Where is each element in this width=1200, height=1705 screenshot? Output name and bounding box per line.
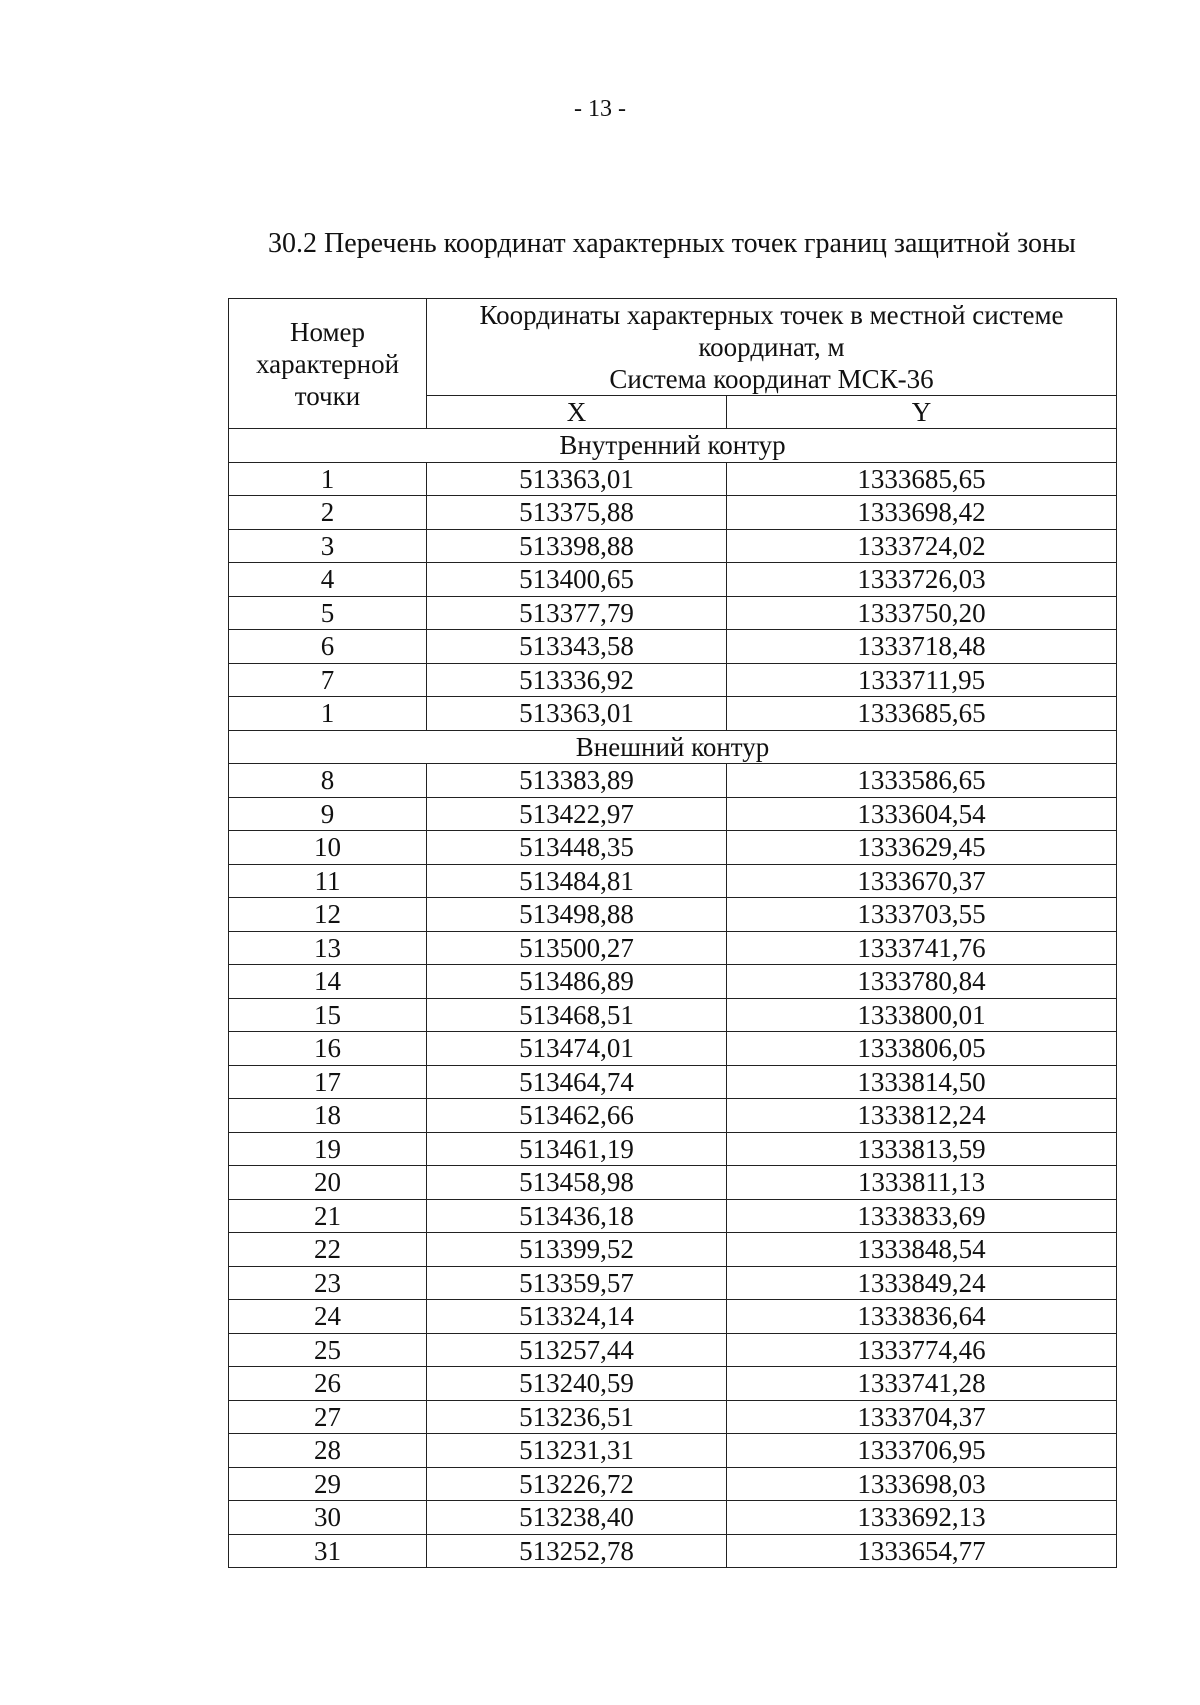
x-coordinate-cell: 513484,81 bbox=[427, 864, 727, 898]
section-title: 30.2 Перечень координат характерных точек границ защитной зоны bbox=[268, 228, 1076, 259]
point-number-cell: 22 bbox=[229, 1233, 427, 1267]
x-coordinate-cell: 513422,97 bbox=[427, 797, 727, 831]
header-coordinates-line: Координаты характерных точек в местной системе bbox=[479, 300, 1064, 330]
y-coordinate-cell: 1333692,13 bbox=[727, 1501, 1117, 1535]
y-coordinate-cell: 1333811,13 bbox=[727, 1166, 1117, 1200]
table-row bbox=[229, 1032, 1117, 1066]
table-row bbox=[229, 864, 1117, 898]
y-coordinate-cell: 1333698,42 bbox=[727, 496, 1117, 530]
y-coordinate-cell: 1333704,37 bbox=[727, 1400, 1117, 1434]
page-number: - 13 - bbox=[574, 96, 626, 122]
y-coordinate-cell: 1333698,03 bbox=[727, 1467, 1117, 1501]
x-coordinate-cell: 513336,92 bbox=[427, 663, 727, 697]
x-coordinate-cell: 513400,65 bbox=[427, 563, 727, 597]
x-coordinate-cell: 513436,18 bbox=[427, 1199, 727, 1233]
x-coordinate-cell: 513363,01 bbox=[427, 462, 727, 496]
table-row bbox=[229, 1132, 1117, 1166]
x-coordinate-cell: 513458,98 bbox=[427, 1166, 727, 1200]
y-coordinate-cell: 1333741,76 bbox=[727, 931, 1117, 965]
point-number-cell: 2 bbox=[229, 496, 427, 530]
header-point-number-line: Номер bbox=[289, 316, 366, 347]
y-coordinate-cell: 1333654,77 bbox=[727, 1534, 1117, 1568]
table-row bbox=[229, 764, 1117, 798]
table-row bbox=[229, 1534, 1117, 1568]
table-row bbox=[229, 898, 1117, 932]
section-row bbox=[229, 730, 1117, 764]
table-row bbox=[229, 1166, 1117, 1200]
header-point-number-line: точки bbox=[294, 380, 361, 411]
y-coordinate-cell: 1333814,50 bbox=[727, 1065, 1117, 1099]
point-number-cell: 9 bbox=[229, 797, 427, 831]
header-coordinates-line: Система координат МСК-36 bbox=[609, 364, 934, 394]
point-number-cell: 21 bbox=[229, 1199, 427, 1233]
y-coordinate-cell: 1333774,46 bbox=[727, 1333, 1117, 1367]
y-coordinate-cell: 1333741,28 bbox=[727, 1367, 1117, 1401]
table-row bbox=[229, 663, 1117, 697]
y-coordinate-cell: 1333685,65 bbox=[727, 697, 1117, 731]
section-title-cell: Внешний контур bbox=[229, 730, 1117, 764]
point-number-cell: 29 bbox=[229, 1467, 427, 1501]
header-y: Y bbox=[727, 396, 1117, 429]
table-row bbox=[229, 965, 1117, 999]
table-row bbox=[229, 563, 1117, 597]
point-number-cell: 27 bbox=[229, 1400, 427, 1434]
table-row bbox=[229, 529, 1117, 563]
table-row bbox=[229, 1266, 1117, 1300]
y-coordinate-cell: 1333849,24 bbox=[727, 1266, 1117, 1300]
y-coordinate-cell: 1333629,45 bbox=[727, 831, 1117, 865]
table-row bbox=[229, 1065, 1117, 1099]
table-row bbox=[229, 462, 1117, 496]
x-coordinate-cell: 513486,89 bbox=[427, 965, 727, 999]
point-number-cell: 12 bbox=[229, 898, 427, 932]
x-coordinate-cell: 513343,58 bbox=[427, 630, 727, 664]
table-row bbox=[229, 931, 1117, 965]
x-coordinate-cell: 513377,79 bbox=[427, 596, 727, 630]
section-title-cell: Внутренний контур bbox=[229, 429, 1117, 463]
point-number-cell: 1 bbox=[229, 462, 427, 496]
point-number-cell: 20 bbox=[229, 1166, 427, 1200]
y-coordinate-cell: 1333848,54 bbox=[727, 1233, 1117, 1267]
table-row bbox=[229, 1300, 1117, 1334]
x-coordinate-cell: 513363,01 bbox=[427, 697, 727, 731]
x-coordinate-cell: 513500,27 bbox=[427, 931, 727, 965]
header-coordinates-line: координат, м bbox=[698, 332, 845, 362]
x-coordinate-cell: 513238,40 bbox=[427, 1501, 727, 1535]
y-coordinate-cell: 1333726,03 bbox=[727, 563, 1117, 597]
table-row bbox=[229, 998, 1117, 1032]
point-number-cell: 25 bbox=[229, 1333, 427, 1367]
point-number-cell: 18 bbox=[229, 1099, 427, 1133]
x-coordinate-cell: 513231,31 bbox=[427, 1434, 727, 1468]
table-row bbox=[229, 1367, 1117, 1401]
x-coordinate-cell: 513468,51 bbox=[427, 998, 727, 1032]
x-coordinate-cell: 513383,89 bbox=[427, 764, 727, 798]
x-coordinate-cell: 513375,88 bbox=[427, 496, 727, 530]
point-number-cell: 23 bbox=[229, 1266, 427, 1300]
x-coordinate-cell: 513359,57 bbox=[427, 1266, 727, 1300]
y-coordinate-cell: 1333685,65 bbox=[727, 462, 1117, 496]
header-point-number-line: характерной bbox=[255, 348, 400, 379]
point-number-cell: 30 bbox=[229, 1501, 427, 1535]
point-number-cell: 10 bbox=[229, 831, 427, 865]
y-coordinate-cell: 1333724,02 bbox=[727, 529, 1117, 563]
point-number-cell: 8 bbox=[229, 764, 427, 798]
table-row bbox=[229, 496, 1117, 530]
table-row bbox=[229, 697, 1117, 731]
point-number-cell: 7 bbox=[229, 663, 427, 697]
y-coordinate-cell: 1333711,95 bbox=[727, 663, 1117, 697]
x-coordinate-cell: 513464,74 bbox=[427, 1065, 727, 1099]
y-coordinate-cell: 1333718,48 bbox=[727, 630, 1117, 664]
table-row bbox=[229, 630, 1117, 664]
point-number-cell: 17 bbox=[229, 1065, 427, 1099]
y-coordinate-cell: 1333706,95 bbox=[727, 1434, 1117, 1468]
point-number-cell: 31 bbox=[229, 1534, 427, 1568]
section-row bbox=[229, 429, 1117, 463]
point-number-cell: 26 bbox=[229, 1367, 427, 1401]
x-coordinate-cell: 513474,01 bbox=[427, 1032, 727, 1066]
coordinates-table bbox=[228, 298, 1117, 1568]
y-coordinate-cell: 1333800,01 bbox=[727, 998, 1117, 1032]
x-coordinate-cell: 513498,88 bbox=[427, 898, 727, 932]
point-number-cell: 14 bbox=[229, 965, 427, 999]
y-coordinate-cell: 1333813,59 bbox=[727, 1132, 1117, 1166]
point-number-cell: 28 bbox=[229, 1434, 427, 1468]
table-row bbox=[229, 1501, 1117, 1535]
point-number-cell: 11 bbox=[229, 864, 427, 898]
y-coordinate-cell: 1333833,69 bbox=[727, 1199, 1117, 1233]
header-coordinates bbox=[427, 299, 1117, 396]
x-coordinate-cell: 513252,78 bbox=[427, 1534, 727, 1568]
table-row bbox=[229, 831, 1117, 865]
point-number-cell: 19 bbox=[229, 1132, 427, 1166]
y-coordinate-cell: 1333780,84 bbox=[727, 965, 1117, 999]
x-coordinate-cell: 513398,88 bbox=[427, 529, 727, 563]
y-coordinate-cell: 1333670,37 bbox=[727, 864, 1117, 898]
table-row bbox=[229, 1400, 1117, 1434]
x-coordinate-cell: 513461,19 bbox=[427, 1132, 727, 1166]
table-row bbox=[229, 797, 1117, 831]
table-row bbox=[229, 1467, 1117, 1501]
y-coordinate-cell: 1333812,24 bbox=[727, 1099, 1117, 1133]
header-point-number bbox=[229, 299, 427, 429]
point-number-cell: 6 bbox=[229, 630, 427, 664]
table-row bbox=[229, 1199, 1117, 1233]
table-row bbox=[229, 596, 1117, 630]
table-row bbox=[229, 1434, 1117, 1468]
point-number-cell: 16 bbox=[229, 1032, 427, 1066]
y-coordinate-cell: 1333836,64 bbox=[727, 1300, 1117, 1334]
point-number-cell: 13 bbox=[229, 931, 427, 965]
x-coordinate-cell: 513448,35 bbox=[427, 831, 727, 865]
header-x: X bbox=[427, 396, 727, 429]
table-row bbox=[229, 1233, 1117, 1267]
point-number-cell: 24 bbox=[229, 1300, 427, 1334]
x-coordinate-cell: 513236,51 bbox=[427, 1400, 727, 1434]
x-coordinate-cell: 513324,14 bbox=[427, 1300, 727, 1334]
y-coordinate-cell: 1333604,54 bbox=[727, 797, 1117, 831]
y-coordinate-cell: 1333750,20 bbox=[727, 596, 1117, 630]
point-number-cell: 15 bbox=[229, 998, 427, 1032]
table-row bbox=[229, 1333, 1117, 1367]
point-number-cell: 1 bbox=[229, 697, 427, 731]
table-row bbox=[229, 1099, 1117, 1133]
point-number-cell: 5 bbox=[229, 596, 427, 630]
y-coordinate-cell: 1333586,65 bbox=[727, 764, 1117, 798]
y-coordinate-cell: 1333806,05 bbox=[727, 1032, 1117, 1066]
table-body bbox=[229, 429, 1117, 1568]
point-number-cell: 4 bbox=[229, 563, 427, 597]
y-coordinate-cell: 1333703,55 bbox=[727, 898, 1117, 932]
x-coordinate-cell: 513226,72 bbox=[427, 1467, 727, 1501]
x-coordinate-cell: 513240,59 bbox=[427, 1367, 727, 1401]
point-number-cell: 3 bbox=[229, 529, 427, 563]
x-coordinate-cell: 513257,44 bbox=[427, 1333, 727, 1367]
x-coordinate-cell: 513399,52 bbox=[427, 1233, 727, 1267]
x-coordinate-cell: 513462,66 bbox=[427, 1099, 727, 1133]
